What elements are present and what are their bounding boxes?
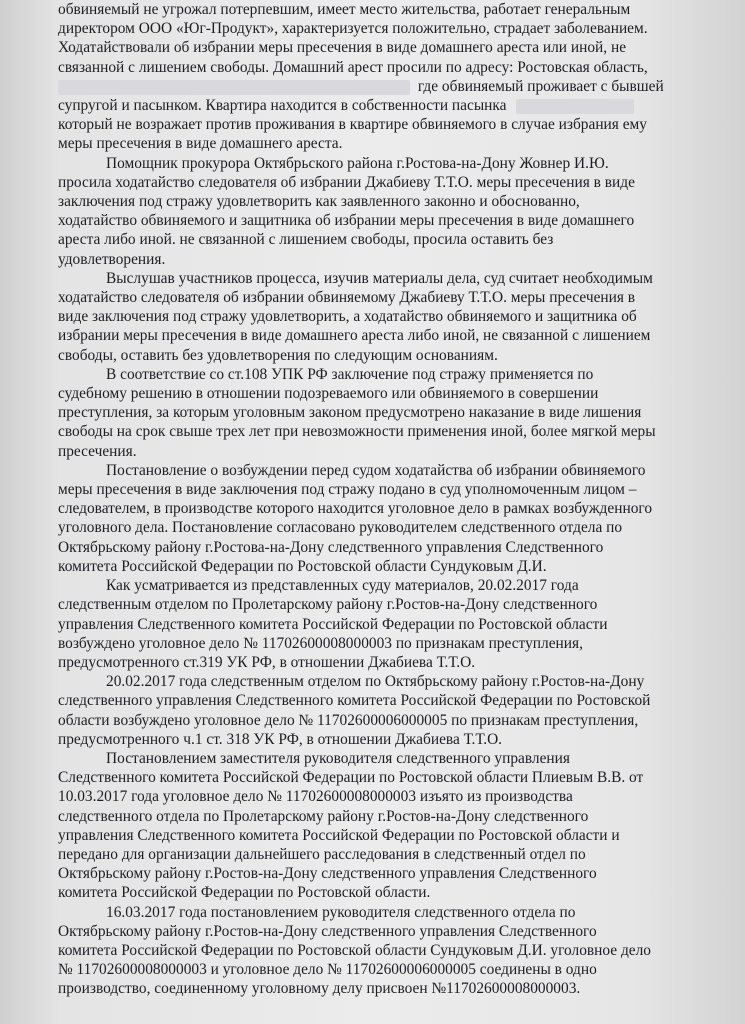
text-line: Ходатайствовали об избрании меры пресечения в виде домашнего ареста или иной, не (58, 39, 627, 57)
text-line: заключения под стражу удовлетворить как заявленного законно и обоснованно, (58, 193, 580, 211)
text-line: обвиняемый не угрожал потерпевшим, имеет место жительства, работает генеральным (58, 1, 631, 18)
text-line: комитета Российской Федерации по Ростовской области Сундуковым Д.И. (58, 557, 547, 575)
text-line: следственным отделом по Пролетарскому району г.Ростов-на-Дону следственного (58, 596, 598, 614)
text-line: области возбуждено уголовное дело № 11702600006000005 по признакам преступления, (58, 711, 639, 729)
paragraph-article-108 (58, 365, 706, 461)
text-line: который не возражает против проживания в квартире обвиняемого в случае избрания ему (58, 116, 647, 134)
text-line: комитета Российской Федерации по Ростовской области Сундуковым Д.И. уголовное дело (58, 941, 651, 959)
text-line: Следственного комитета Российской Федерации по Ростовской области Плиевым В.В. от (58, 769, 644, 787)
text-line-redacted (58, 77, 706, 96)
text-line: следователем, в производстве которого находится уголовное дело в рамках возбужденного (58, 500, 653, 518)
text-line: ареста либо иной. не связанной с лишением свободы, просила оставить без (58, 231, 554, 249)
text-line: 20.02.2017 года следственным отделом по Октябрьскому району г.Ростов-на-Дону (106, 673, 645, 691)
text-line: директором ООО «Юг-Продукт», характеризуется положительно, страдает заболеванием. (58, 20, 648, 38)
text-line: Постановлением заместителя руководителя следственного управления (106, 749, 570, 767)
paragraph-merge (58, 903, 706, 999)
text-line: № 11702600008000003 и уголовное дело № 11702600006000005 соединены в одно (58, 961, 597, 979)
text-line: связанной с лишением свободы. Домашний арест просили по адресу: Ростовская область, (58, 58, 648, 76)
redaction-block (516, 99, 634, 114)
text-line-redacted (58, 96, 706, 115)
text-line: судебному решению в отношении подозреваемого или обвиняемого в совершении (58, 385, 599, 403)
text-line: предусмотренного ч.1 ст. 318 УК РФ, в отношении Джабиева Т.Т.О. (58, 730, 503, 748)
text-line: управления Следственного комитета Российской Федерации по Ростовской области (58, 615, 608, 633)
text-line: производство, соединенному уголовному делу присвоен №11702600008000003. (58, 980, 581, 998)
paragraph-case-two (58, 672, 706, 749)
paragraph-case-one (58, 576, 706, 672)
text-line: просила ходатайство следователя об избрании Джабиеву Т.Т.О. меры пресечения в виде (58, 173, 635, 191)
text-line: ходатайство обвиняемого и защитника об избрании меры пресечения в виде домашнего (58, 212, 635, 230)
paragraph-motion-filing (58, 461, 706, 576)
text-line: пресечения. (58, 442, 137, 460)
text-line: ходатайство следователя об избрании обвиняемому Джабиеву Т.Т.О. меры пресечения в (58, 289, 636, 307)
text-line: предусмотренного ст.319 УК РФ, в отношении Джабиева Т.Т.О. (58, 653, 476, 671)
text-fragment: супругой и пасынком. Квартира находится в собственности пасынка (58, 97, 507, 115)
text-line: Выслушав участников процесса, изучив материалы дела, суд считает необходимым (106, 269, 653, 287)
text-line: Октябрьскому району г.Ростов-на-Дону следственного управления Следственного (58, 865, 597, 883)
text-line: виде заключения под стражу удовлетворить, а ходатайство обвиняемого и защитника об (58, 308, 637, 326)
text-line: следственного управления Следственного комитета Российской Федерации по Ростовской (58, 692, 651, 710)
text-line: следственного отдела по Пролетарскому району г.Ростов-на-Дону следственного (58, 807, 589, 825)
text-line: В соответствие со ст.108 УПК РФ заключение под стражу применяется по (106, 365, 594, 383)
text-line: передано для организации дальнейшего расследования в следственный отдел по (58, 845, 586, 863)
text-line: свободы на срок свыше трех лет при невозможности применения иной, более мягкой меры (58, 423, 656, 441)
paragraph-defense-motion (58, 0, 706, 154)
text-line: Постановление о возбуждении перед судом ходатайства об избрании обвиняемого (106, 461, 646, 479)
text-line: Как усматривается из представленных суду материалов, 20.02.2017 года (106, 577, 579, 595)
text-line: 10.03.2017 года уголовное дело № 11702600008000003 изъято из производства (58, 788, 573, 806)
text-line: преступления, за которым уголовным законом предусмотрено наказание в виде лишения (58, 404, 642, 422)
text-line: 16.03.2017 года постановлением руководителя следственного отдела по (106, 903, 576, 921)
text-line: Октябрьскому району г.Ростов-на-Дону следственного управления Следственного (58, 922, 597, 940)
text-line: свободы, оставить без удовлетворения по следующим основаниям. (58, 346, 498, 364)
text-line: уголовного дела. Постановление согласовано руководителем следственного отдела по (58, 519, 623, 537)
text-line: Октябрьскому району г.Ростова-на-Дону следственного управления Следственного (58, 538, 604, 556)
text-line: управления Следственного комитета Российской Федерации по Ростовской области и (58, 826, 620, 844)
text-line: комитета Российской Федерации по Ростовской области. (58, 884, 431, 902)
paragraph-prosecutor (58, 154, 706, 269)
paragraph-court-decision (58, 269, 706, 365)
paragraph-transfer (58, 749, 706, 903)
text-line: Помощник прокурора Октябрьского района г.Ростова-на-Дону Жовнер И.Ю. (106, 154, 609, 172)
redaction-block (58, 80, 410, 95)
text-line: меры пресечения в виде заключения под стражу подано в суд уполномоченным лицом – (58, 481, 637, 499)
text-fragment: где обвиняемый проживает с бывшей (417, 77, 664, 95)
document-body (58, 0, 706, 999)
text-line: удовлетворения. (58, 250, 166, 268)
text-line: меры пресечения в виде домашнего ареста. (58, 135, 343, 153)
text-line: избрании меры пресечения в виде домашнего ареста либо иной, не связанной с лишением (58, 327, 651, 345)
text-line: возбуждено уголовное дело № 11702600008000003 по признакам преступления, (58, 634, 583, 652)
